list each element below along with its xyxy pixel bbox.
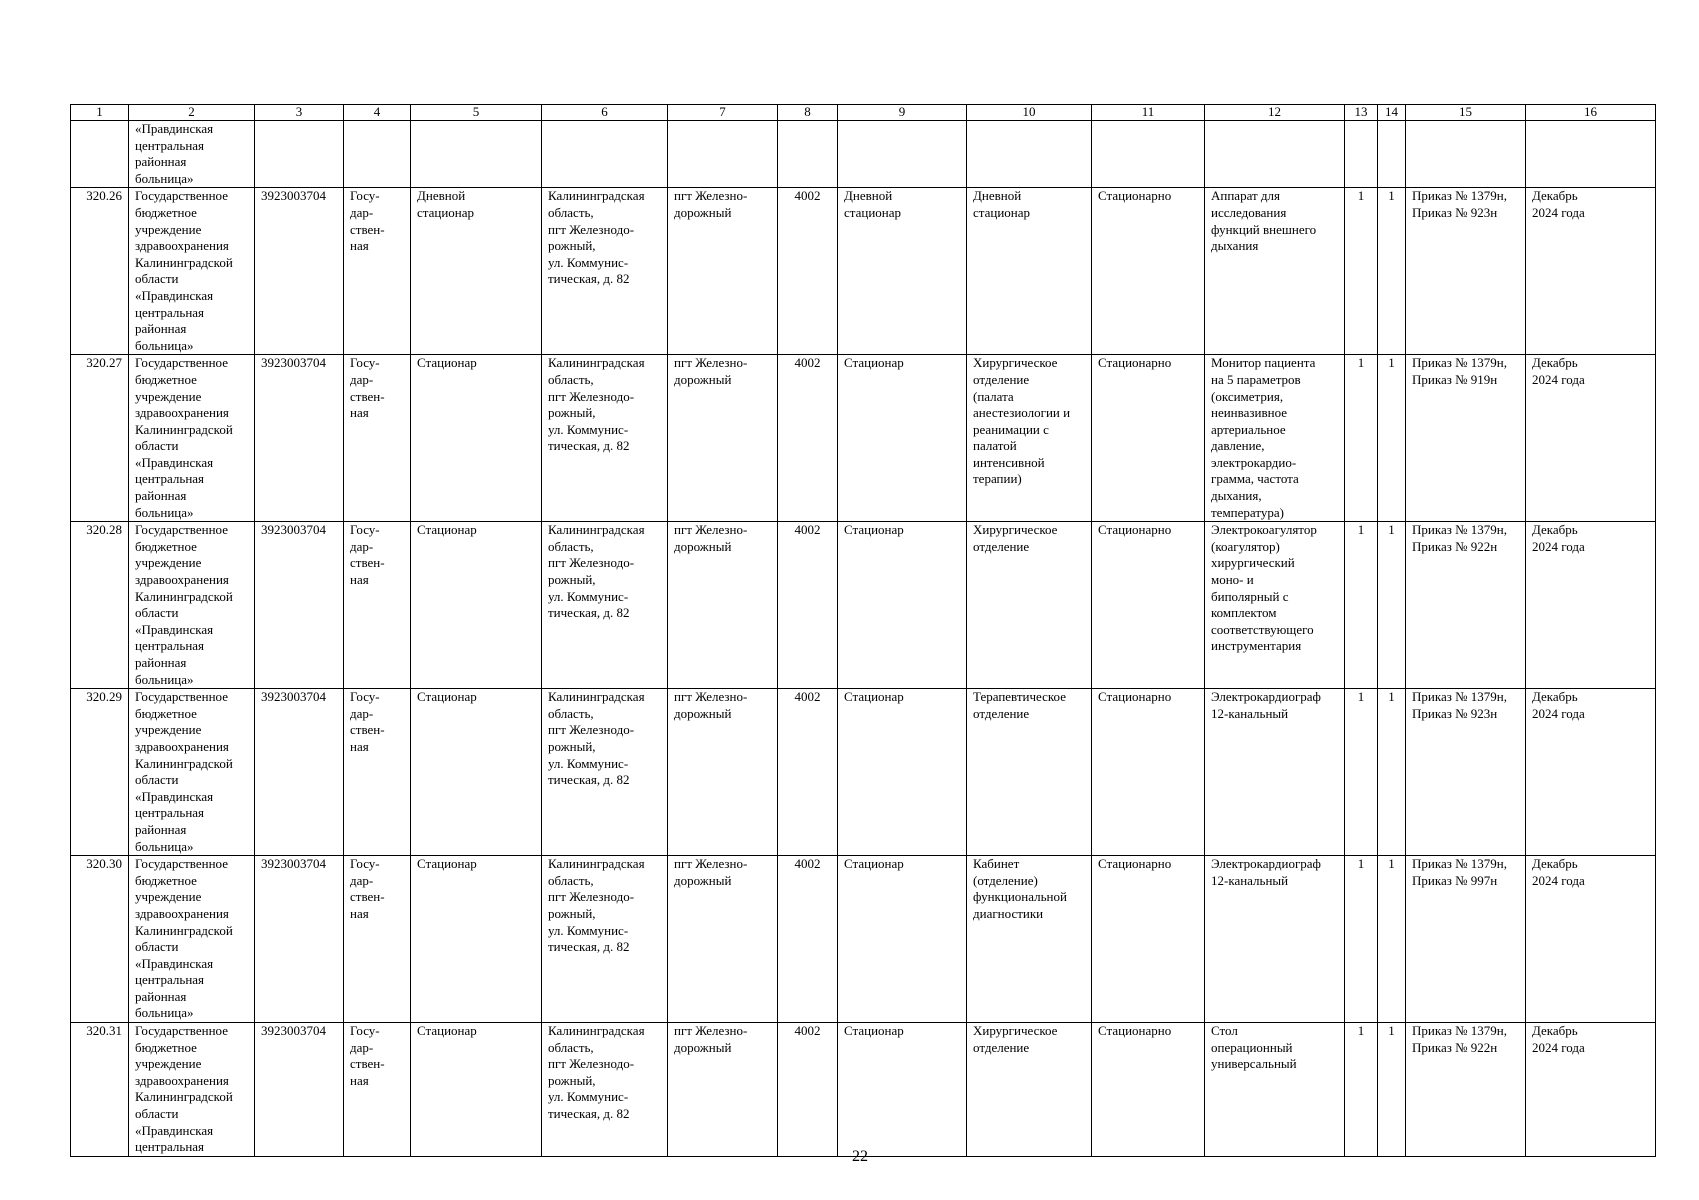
organization-name: Государственное бюджетное учреждение здравоохранения Калининградской области «Правдинская центральная районная больница» (129, 522, 255, 689)
inn-code: 3923003704 (255, 1023, 344, 1157)
column-number: 5 (411, 105, 542, 121)
organization-name: Государственное бюджетное учреждение здравоохранения Калининградской области «Правдинская центральная районная больница» (129, 355, 255, 522)
equipment-name (1205, 121, 1345, 188)
inn-code: 3923003704 (255, 188, 344, 355)
column-number: 15 (1406, 105, 1526, 121)
column-number: 10 (967, 105, 1092, 121)
inn-code: 3923003704 (255, 522, 344, 689)
organization-name: «Правдинская центральная районная больница» (129, 121, 255, 188)
organization-name: Государственное бюджетное учреждение здравоохранения Калининградской области «Правдинская центральная (129, 1023, 255, 1157)
delivery-date: Декабрь 2024 года (1526, 522, 1656, 689)
department: Дневной стационар (838, 188, 967, 355)
organization-name: Государственное бюджетное учреждение здравоохранения Калининградской области «Правдинская центральная районная больница» (129, 856, 255, 1023)
locality: пгт Железно- дорожный (668, 522, 778, 689)
unit-name: Дневной стационар (967, 188, 1092, 355)
column-number: 7 (668, 105, 778, 121)
unit-name: Хирургическое отделение (967, 522, 1092, 689)
delivery-date: Декабрь 2024 года (1526, 355, 1656, 522)
table-row (71, 522, 1656, 689)
address: Калининградская область, пгт Железнодо- рожный, ул. Коммунис- тическая, д. 82 (542, 856, 668, 1023)
ownership-form (344, 121, 411, 188)
delivery-date: Декабрь 2024 года (1526, 1023, 1656, 1157)
column-number: 12 (1205, 105, 1345, 121)
ownership-form: Госу- дар- ствен- ная (344, 522, 411, 689)
department: Стационар (838, 1023, 967, 1157)
care-mode (1092, 121, 1205, 188)
quantity-col-13: 1 (1345, 355, 1378, 522)
column-number: 11 (1092, 105, 1205, 121)
row-number: 320.27 (71, 355, 129, 522)
locality: пгт Железно- дорожный (668, 188, 778, 355)
page-number: 22 (852, 1148, 868, 1165)
delivery-date: Декабрь 2024 года (1526, 188, 1656, 355)
equipment-name: Электрокоагулятор (коагулятор) хирургический моно- и биполярный с комплектом соответствующего инструментария (1205, 522, 1345, 689)
inn-code (255, 121, 344, 188)
table-row (71, 188, 1656, 355)
locality: пгт Железно- дорожный (668, 689, 778, 856)
care-mode: Стационарно (1092, 355, 1205, 522)
facility-type: Стационар (411, 856, 542, 1023)
department: Стационар (838, 856, 967, 1023)
equipment-name: Электрокардиограф 12-канальный (1205, 689, 1345, 856)
address: Калининградская область, пгт Железнодо- рожный, ул. Коммунис- тическая, д. 82 (542, 522, 668, 689)
inn-code: 3923003704 (255, 856, 344, 1023)
department (838, 121, 967, 188)
table-row (71, 689, 1656, 856)
delivery-date: Декабрь 2024 года (1526, 689, 1656, 856)
row-number: 320.31 (71, 1023, 129, 1157)
locality-code: 4002 (778, 689, 838, 856)
quantity-col-14: 1 (1378, 522, 1406, 689)
address: Калининградская область, пгт Железнодо- рожный, ул. Коммунис- тическая, д. 82 (542, 689, 668, 856)
row-number: 320.28 (71, 522, 129, 689)
department: Стационар (838, 522, 967, 689)
locality: пгт Железно- дорожный (668, 355, 778, 522)
inn-code: 3923003704 (255, 689, 344, 856)
table-row (71, 355, 1656, 522)
facility-type (411, 121, 542, 188)
facility-type: Стационар (411, 689, 542, 856)
locality-code: 4002 (778, 856, 838, 1023)
column-number: 16 (1526, 105, 1656, 121)
unit-name: Терапевтическое отделение (967, 689, 1092, 856)
equipment-name: Стол операционный универсальный (1205, 1023, 1345, 1157)
column-number: 9 (838, 105, 967, 121)
equipment-name: Электрокардиограф 12-канальный (1205, 856, 1345, 1023)
ownership-form: Госу- дар- ствен- ная (344, 689, 411, 856)
care-mode: Стационарно (1092, 522, 1205, 689)
unit-name: Хирургическое отделение (палата анестезиологии и реанимации с палатой интенсивной терапии) (967, 355, 1092, 522)
column-number: 13 (1345, 105, 1378, 121)
order-reference: Приказ № 1379н, Приказ № 923н (1406, 188, 1526, 355)
quantity-col-14: 1 (1378, 856, 1406, 1023)
inn-code: 3923003704 (255, 355, 344, 522)
locality-code (778, 121, 838, 188)
table-row (71, 1023, 1656, 1157)
order-reference: Приказ № 1379н, Приказ № 923н (1406, 689, 1526, 856)
table-row (71, 121, 1656, 188)
column-number-row (71, 105, 1656, 121)
row-number (71, 121, 129, 188)
care-mode: Стационарно (1092, 689, 1205, 856)
locality: пгт Железно- дорожный (668, 856, 778, 1023)
organization-name: Государственное бюджетное учреждение здравоохранения Калининградской области «Правдинская центральная районная больница» (129, 188, 255, 355)
address: Калининградская область, пгт Железнодо- рожный, ул. Коммунис- тическая, д. 82 (542, 355, 668, 522)
order-reference: Приказ № 1379н, Приказ № 919н (1406, 355, 1526, 522)
column-number: 6 (542, 105, 668, 121)
quantity-col-13: 1 (1345, 188, 1378, 355)
quantity-col-14: 1 (1378, 355, 1406, 522)
quantity-col-14: 1 (1378, 689, 1406, 856)
facility-type: Стационар (411, 1023, 542, 1157)
facility-type: Стационар (411, 522, 542, 689)
quantity-col-13: 1 (1345, 522, 1378, 689)
column-number: 2 (129, 105, 255, 121)
ownership-form: Госу- дар- ствен- ная (344, 188, 411, 355)
quantity-col-14 (1378, 121, 1406, 188)
locality-code: 4002 (778, 522, 838, 689)
department: Стационар (838, 689, 967, 856)
ownership-form: Госу- дар- ствен- ная (344, 1023, 411, 1157)
locality-code: 4002 (778, 1023, 838, 1157)
register-table (70, 104, 1656, 1157)
column-number: 8 (778, 105, 838, 121)
ownership-form: Госу- дар- ствен- ная (344, 856, 411, 1023)
row-number: 320.26 (71, 188, 129, 355)
delivery-date (1526, 121, 1656, 188)
department: Стационар (838, 355, 967, 522)
column-number: 14 (1378, 105, 1406, 121)
unit-name (967, 121, 1092, 188)
quantity-col-13 (1345, 121, 1378, 188)
care-mode: Стационарно (1092, 188, 1205, 355)
column-number: 1 (71, 105, 129, 121)
table-row (71, 856, 1656, 1023)
facility-type: Стационар (411, 355, 542, 522)
address (542, 121, 668, 188)
ownership-form: Госу- дар- ствен- ная (344, 355, 411, 522)
row-number: 320.29 (71, 689, 129, 856)
care-mode: Стационарно (1092, 1023, 1205, 1157)
address: Калининградская область, пгт Железнодо- рожный, ул. Коммунис- тическая, д. 82 (542, 1023, 668, 1157)
unit-name: Хирургическое отделение (967, 1023, 1092, 1157)
locality (668, 121, 778, 188)
order-reference: Приказ № 1379н, Приказ № 997н (1406, 856, 1526, 1023)
quantity-col-14: 1 (1378, 1023, 1406, 1157)
quantity-col-14: 1 (1378, 188, 1406, 355)
equipment-name: Монитор пациента на 5 параметров (оксиметрия, неинвазивное артериальное давление, электрокардио- грамма, частота дыхания, температура) (1205, 355, 1345, 522)
care-mode: Стационарно (1092, 856, 1205, 1023)
column-number: 4 (344, 105, 411, 121)
locality: пгт Железно- дорожный (668, 1023, 778, 1157)
unit-name: Кабинет (отделение) функциональной диагностики (967, 856, 1092, 1023)
locality-code: 4002 (778, 188, 838, 355)
column-number: 3 (255, 105, 344, 121)
quantity-col-13: 1 (1345, 689, 1378, 856)
quantity-col-13: 1 (1345, 856, 1378, 1023)
delivery-date: Декабрь 2024 года (1526, 856, 1656, 1023)
quantity-col-13: 1 (1345, 1023, 1378, 1157)
facility-type: Дневной стационар (411, 188, 542, 355)
organization-name: Государственное бюджетное учреждение здравоохранения Калининградской области «Правдинская центральная районная больница» (129, 689, 255, 856)
order-reference: Приказ № 1379н, Приказ № 922н (1406, 522, 1526, 689)
locality-code: 4002 (778, 355, 838, 522)
address: Калининградская область, пгт Железнодо- рожный, ул. Коммунис- тическая, д. 82 (542, 188, 668, 355)
equipment-name: Аппарат для исследования функций внешнего дыхания (1205, 188, 1345, 355)
row-number: 320.30 (71, 856, 129, 1023)
order-reference: Приказ № 1379н, Приказ № 922н (1406, 1023, 1526, 1157)
order-reference (1406, 121, 1526, 188)
